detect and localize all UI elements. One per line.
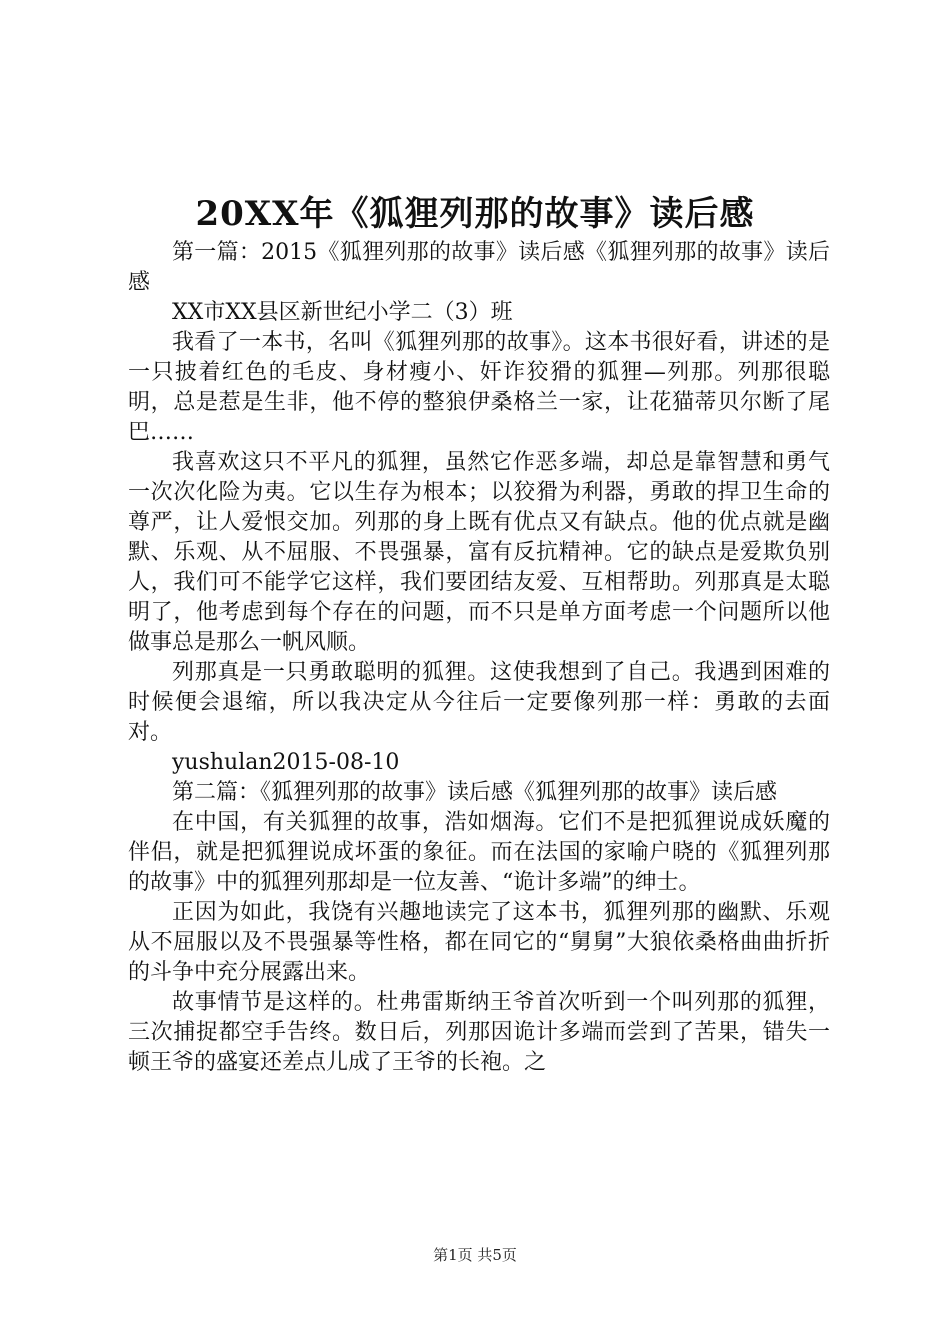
document-title: 20XX年《狐狸列那的故事》读后感: [195, 194, 755, 234]
page-footer: 第1页 共5页: [433, 1246, 517, 1264]
paragraph: 我喜欢这只不平凡的狐狸，虽然它作恶多端，却总是靠智慧和勇气一次次化险为夷。它以生存为根本；以狡猾为利器，勇敢的捍卫生命的尊严，让人爱恨交加。列那的身上既有优点又有缺点。他的优点就是幽默、乐观、从不屈服、不畏强暴，富有反抗精神。它的缺点是爱欺负别人，我们可不能学它这样，我们要团结友爱、互相帮助。列那真是太聪明了，他考虑到每个存在的问题，而不只是单方面考虑一个问题所以他做事总是那么一帆风顺。: [128, 450, 830, 655]
paragraph-heading-1: 第一篇：2015《狐狸列那的故事》读后感《狐狸列那的故事》读后感: [128, 240, 830, 295]
document-body: [128, 238, 830, 1078]
paragraph-signature: yushulan2015-08-10: [172, 750, 400, 775]
paragraph: 我看了一本书，名叫《狐狸列那的故事》。这本书很好看，讲述的是一只披着红色的毛皮、身材瘦小、奸诈狡猾的狐狸—列那。列那很聪明，总是惹是生非，他不停的整狼伊桑格兰一家，让花猫蒂贝尔断了尾巴……: [128, 330, 830, 445]
paragraph: 正因为如此，我饶有兴趣地读完了这本书，狐狸列那的幽默、乐观从不屈服以及不畏强暴等性格，都在同它的“舅舅”大狼依桑格曲曲折折的斗争中充分展露出来。: [128, 900, 830, 985]
paragraph: 在中国，有关狐狸的故事，浩如烟海。它们不是把狐狸说成妖魔的伴侣，就是把狐狸说成坏蛋的象征。而在法国的家喻户晓的《狐狸列那的故事》中的狐狸列那却是一位友善、“诡计多端”的绅士。: [128, 810, 830, 895]
paragraph: 列那真是一只勇敢聪明的狐狸。这使我想到了自己。我遇到困难的时候便会退缩，所以我决定从今往后一定要像列那一样：勇敢的去面对。: [128, 660, 830, 745]
paragraph-school: XX市XX县区新世纪小学二（3）班: [172, 300, 513, 325]
paragraph: 故事情节是这样的。杜弗雷斯纳王爷首次听到一个叫列那的狐狸，三次捕捉都空手告终。数日后，列那因诡计多端而尝到了苦果，错失一顿王爷的盛宴还差点儿成了王爷的长袍。之: [128, 990, 830, 1075]
paragraph-heading-2: 第二篇：《狐狸列那的故事》读后感《狐狸列那的故事》读后感: [172, 780, 778, 805]
